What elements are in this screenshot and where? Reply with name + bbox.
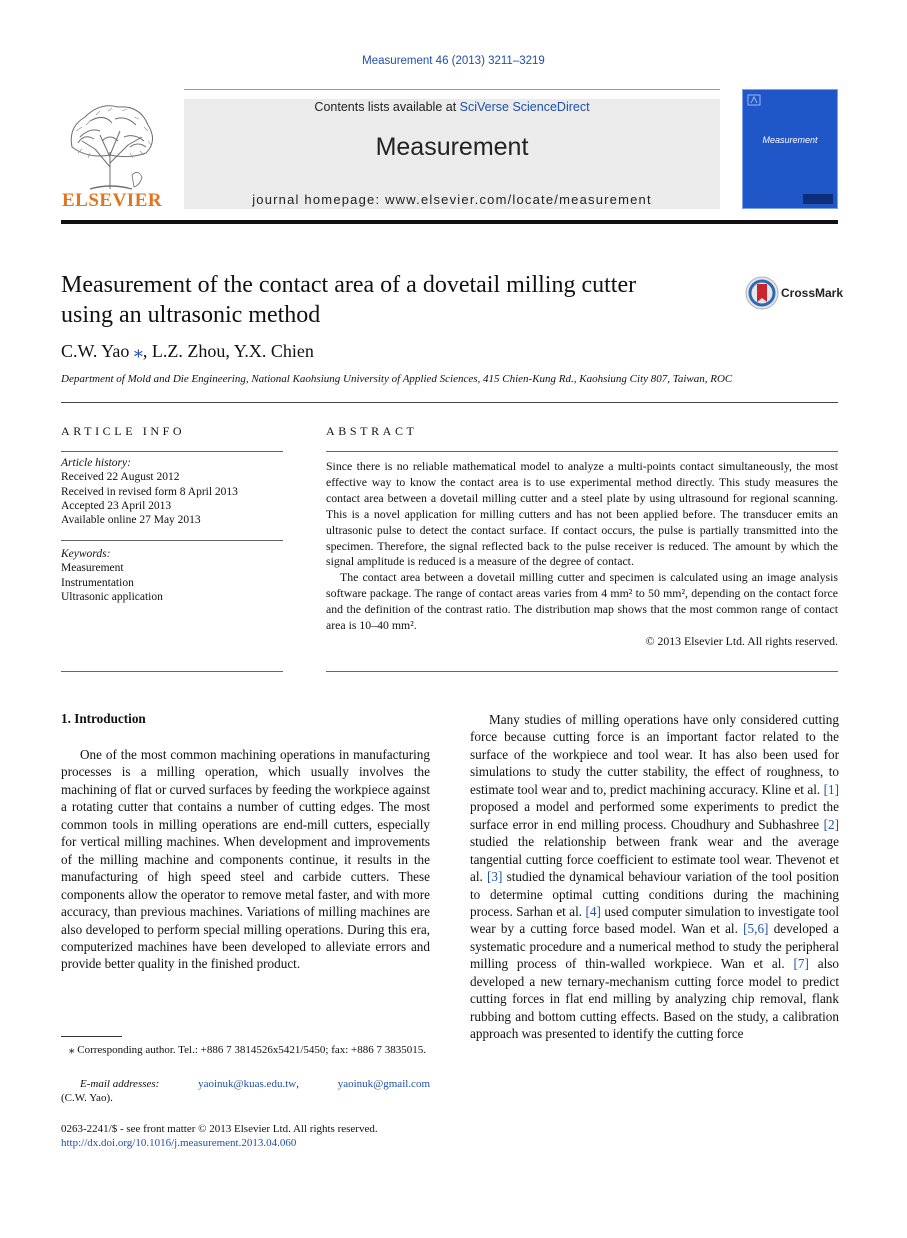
footnote-rule bbox=[61, 1036, 122, 1037]
journal-homepage: journal homepage: www.elsevier.com/locate/measurement bbox=[252, 192, 652, 207]
body-column-left bbox=[61, 746, 430, 973]
article-info-heading: ARTICLE INFO bbox=[61, 424, 186, 438]
keyword-item: Ultrasonic application bbox=[61, 590, 163, 603]
history-item: Accepted 23 April 2013 bbox=[61, 499, 172, 512]
abstract-heading: ABSTRACT bbox=[326, 424, 418, 438]
journal-cover-thumbnail[interactable] bbox=[742, 89, 838, 209]
abstract-paragraph: The contact area between a dovetail milling cutter and specimen is calculated using an image analysis software package. The range of contact areas varies from 4 mm² to 50 mm², depending on the contact force and the definition of the contrast ratio. The distribution map shows that the most common range of contact area is 10–40 mm². bbox=[326, 570, 838, 633]
crossmark-label: CrossMark bbox=[781, 286, 844, 300]
issn-footer bbox=[61, 1122, 430, 1151]
copyright-notice: © 2013 Elsevier Ltd. All rights reserved. bbox=[645, 633, 838, 648]
cover-title: Measurement bbox=[762, 135, 818, 145]
cover-logo-icon bbox=[747, 94, 761, 106]
affiliation-divider bbox=[61, 402, 838, 403]
section-heading-introduction: 1. Introduction bbox=[61, 711, 146, 726]
footnote-mark: ⁎ bbox=[69, 1044, 75, 1056]
article-title: Measurement of the contact area of a dovetail milling cutter using an ultrasonic method bbox=[61, 272, 637, 328]
history-item: Available online 27 May 2013 bbox=[61, 514, 201, 527]
reference-link[interactable]: [4] bbox=[585, 903, 601, 919]
email-footnote: E-mail addresses: yaoinuk@kuas.edu.tw, yaoinuk@gmail.com (C.W. Yao). bbox=[61, 1078, 430, 1105]
reference-link[interactable]: [3] bbox=[487, 869, 503, 885]
corresponding-author-mark[interactable]: ⁎ bbox=[133, 341, 143, 361]
history-item: Received in revised form 8 April 2013 bbox=[61, 485, 238, 498]
crossmark-icon bbox=[745, 276, 779, 310]
affiliation: Department of Mold and Die Engineering, National Kaohsiung University of Applied Sciences, 415 Chien-Kung Rd., Kaohsiung City 807, Taiwan, ROC bbox=[61, 373, 733, 385]
header-divider bbox=[61, 220, 838, 224]
keyword-item: Instrumentation bbox=[61, 576, 134, 589]
abstract-paragraph: Since there is no reliable mathematical model to analyze a multi-points contact simultaneously, the most effective way to know the contact area is to use experimental method directly. This study measures the contact area between a dovetail milling cutter and a steel plate by using ultrasound for regional scanning. This is a novel application for milling cutters and has not been applied before. The transducer emits an ultrasonic pulse to detect the contact surface. If contact occurs, the pulse is partially transmitted into the specimen. Therefore, the signal reflected back to the pulse receiver is reduced. The amount by which the signal amplitude is reduced is a measure of the degree of contact. bbox=[326, 459, 838, 569]
article-info-divider bbox=[61, 451, 283, 452]
article-info-bottom-rule bbox=[61, 671, 283, 672]
body-paragraph: Many studies of milling operations have only considered cutting force because cutting force is an important factor related to the surface of the workpiece and tool wear. It has also been used for simulations to study the cutter stability, the effect of roughness, to estimate tool wear and to, predict machining accuracy. Kline et al. [1] proposed a model and performed some experiments to predict the surface error in end milling process. Choudhury and Subhashree [2] studied the relationship between frank wear and the average tangential cutting force coefficient to estimate tool wear. Thevenot et al. [3] studied the dynamical behaviour variation of the tool position to determine optimal cutting conditions during the machining process. Sarhan et al. [4] used computer simulation to investigate tool wear by a cutting force based model. Wan et al. [5,6] developed a systematic procedure and a numerical method to study the peripheral milling process of thin-walled workpiece. Wan et al. [7] also developed a new ternary-mechanism cutting force model to predict cutting forces in flat end milling by analyzing chip removal, flank rubbing and bottom cutting effects. Based on the study, a calibration approach was presented to identify the cutting force bbox=[470, 712, 839, 1042]
journal-banner bbox=[184, 99, 720, 209]
issn-line: 0263-2241/$ - see front matter © 2013 Elsevier Ltd. All rights reserved. bbox=[61, 1123, 378, 1135]
article-history: Article history: Received 22 August 2012 Received in revised form 8 April 2013 Accepted 23 April 2013 Available online 27 May 2013 bbox=[61, 457, 238, 527]
contents-line: Contents lists available at SciVerse ScienceDirect bbox=[314, 100, 590, 114]
reference-link[interactable]: [5,6] bbox=[743, 921, 769, 937]
journal-citation[interactable]: Measurement 46 (2013) 3211–3219 bbox=[362, 55, 545, 67]
keyword-item: Measurement bbox=[61, 562, 124, 575]
abstract-divider bbox=[326, 451, 838, 452]
author-list bbox=[61, 341, 314, 362]
email-owner: (C.W. Yao). bbox=[61, 1092, 113, 1105]
email-link[interactable]: yaoinuk@kuas.edu.tw bbox=[198, 1078, 297, 1090]
history-item: Received 22 August 2012 bbox=[61, 471, 180, 484]
body-paragraph: One of the most common machining operations in manufacturing processes is a milling operation, which usually involves the machining of flat or curved surfaces by feeding the workpiece against a rotating cutter that contains a number of cutting edges. The most common tools in milling operations are end-mill cutters, especially for vertical milling machines. When development and improvements of the milling machine and components continue, it results in the manufacturing of high speed steel and carbide cutters. These components allow the operator to remove metal faster, and with more accuracy, than previous machines. Variations of milling machines are also developed to perform special milling operations. During this era, computerized machines have been developed to alleviate errors and provide better quality in the finished product. bbox=[61, 747, 430, 972]
reference-link[interactable]: [7] bbox=[793, 956, 809, 972]
email-link[interactable]: yaoinuk@gmail.com bbox=[337, 1078, 430, 1090]
author-name[interactable]: C.W. Yao bbox=[61, 341, 130, 361]
abstract-body bbox=[326, 459, 838, 650]
abstract-bottom-rule bbox=[326, 671, 838, 672]
body-column-right bbox=[470, 711, 839, 1043]
sciencedirect-link[interactable]: SciVerse ScienceDirect bbox=[459, 100, 590, 114]
banner-top-rule bbox=[184, 89, 720, 90]
crossmark-badge[interactable] bbox=[745, 276, 895, 312]
reference-link[interactable]: [1] bbox=[823, 781, 839, 797]
reference-link[interactable]: [2] bbox=[823, 816, 839, 832]
keywords: Keywords: Measurement Instrumentation Ultrasonic application bbox=[61, 548, 163, 603]
doi-link[interactable]: http://dx.doi.org/10.1016/j.measurement.2013.04.060 bbox=[61, 1137, 297, 1150]
keywords-divider bbox=[61, 540, 283, 541]
homepage-url[interactable]: www.elsevier.com/locate/measurement bbox=[385, 192, 652, 207]
corresponding-author-footnote: ⁎ Corresponding author. Tel.: +886 7 3814526x5421/5450; fax: +886 7 3835015. bbox=[61, 1043, 430, 1057]
cover-footer-band bbox=[803, 194, 833, 204]
coauthors: , L.Z. Zhou, Y.X. Chien bbox=[142, 341, 314, 361]
elsevier-wordmark: ELSEVIER bbox=[62, 190, 163, 211]
journal-name: Measurement bbox=[375, 133, 529, 161]
